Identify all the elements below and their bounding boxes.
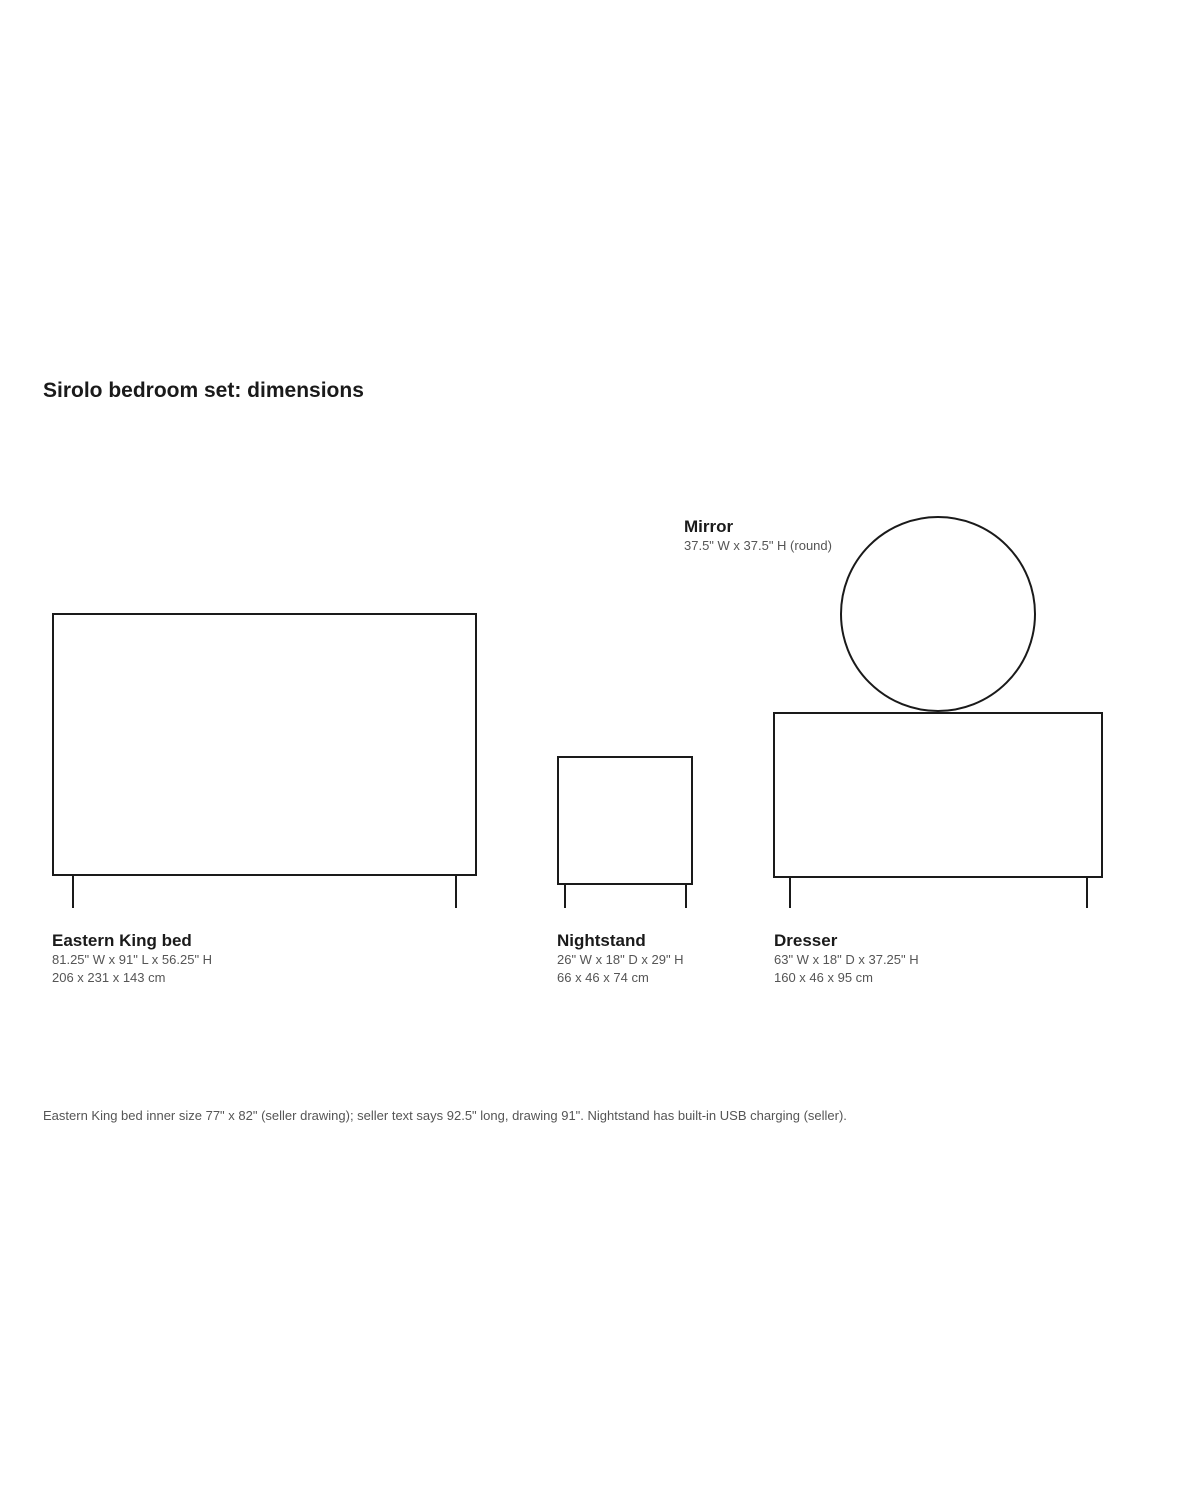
- nightstand-name: Nightstand: [557, 931, 646, 950]
- bed-dimensions-imperial: 81.25" W x 91" L x 56.25" H: [52, 952, 213, 967]
- nightstand-label: [557, 931, 684, 987]
- mirror-name: Mirror: [684, 517, 734, 536]
- footnote: Eastern King bed inner size 77" x 82" (seller drawing); seller text says 92.5" long, drawing 91". Nightstand has built-in USB charging (seller).: [43, 1108, 847, 1123]
- page-title: Sirolo bedroom set: dimensions: [43, 379, 364, 402]
- dresser-drawing: [774, 713, 1102, 908]
- dresser-dimensions-metric: 160 x 46 x 95 cm: [774, 970, 873, 985]
- bed-label: [52, 931, 212, 987]
- mirror-label: [684, 517, 832, 555]
- mirror-drawing: [841, 517, 1035, 711]
- dresser-label: [774, 931, 919, 987]
- nightstand-dimensions-imperial: 26" W x 18" D x 29" H: [557, 952, 684, 967]
- nightstand-dimensions-metric: 66 x 46 x 74 cm: [557, 970, 649, 985]
- bed-name: Eastern King bed: [52, 931, 192, 950]
- nightstand-drawing: [558, 757, 692, 908]
- bed-body: [53, 614, 476, 875]
- dresser-dimensions-imperial: 63" W x 18" D x 37.25" H: [774, 952, 919, 967]
- bed-dimensions-metric: 206 x 231 x 143 cm: [52, 970, 166, 985]
- dresser-body: [774, 713, 1102, 877]
- bed-drawing: [53, 614, 476, 908]
- mirror-circle: [841, 517, 1035, 711]
- nightstand-body: [558, 757, 692, 884]
- mirror-dimensions-imperial: 37.5" W x 37.5" H (round): [684, 538, 832, 553]
- dresser-name: Dresser: [774, 931, 838, 950]
